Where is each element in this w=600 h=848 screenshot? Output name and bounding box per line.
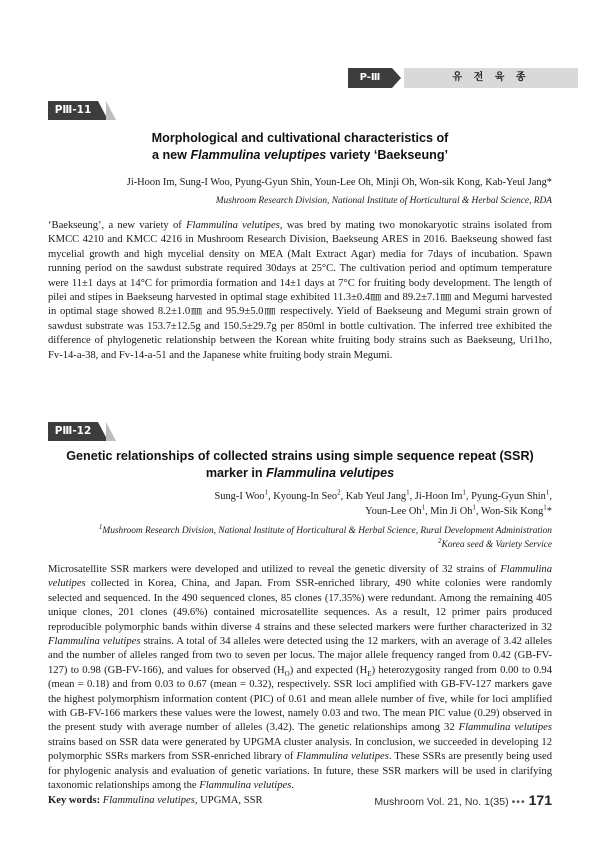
page-footer	[360, 792, 552, 808]
paper-abstract-12: Microsatellite SSR markers were developed and utilized to reveal the genetic diversity of 32 strains of Flammulina velutipes collected in Korea, China, and Japan. From SSR-enriched library, 490 white colonies were randomly selected and sequenced. In the 490 sequenced clones, 85 clones (17.35%) were redundant. Among the remaining 405 unique clones, 201 clones (49.6%) contained microsatellite sequences. As a result, 12 primer pairs produced reproducible polymorphic bands within diverse 4 strains and these selected markers were further characterized in 32 Flammulina velutipes strains. A total of 34 alleles were detected using the 12 markers, with an average of 3.42 alleles and the number of alleles ranged from two to seven per locus. The major allele frequency ranged from 0.42 (GB-FV-127) to 0.98 (GB-FV-166), and values for observed $(H_O)$ and expected $(H_E)$ heterozygosity ranged from 0.00 to 0.94 (mean = 0.18) and from 0.03 to 0.67 (mean = 0.32), respectively. SSR loci amplified with GB-FV-127 markers gave the highest polymorphism information content (PIC) of 0.61 and mean allele number of five, while for loci amplified with GB-FV-166 markers these values were the lowest, namely 0.03 and two. The mean PIC value (0.29) observed in the present study with average number of alleles (3.42). The genetic relationships among 32 Flammulina velutipes strains based on SSR data were generated by UPGMA cluster analysis. In conclusion, we succeeded in developing 12 polymorphic SSRs markers from SSR-enriched library of Flammulina velutipes. These SSRs are presently being used for phylogenic analysis and evaluation of genetic variations. In future, these SSR markers will be used in clarifying taxonomic relationships among the Flammulina velutipes. Key words: Flammulina velutipes, UPGMA, SSR	[48, 563, 552, 808]
section-code: P-Ⅲ	[348, 68, 392, 88]
paper-title-12: Genetic relationships of collected strains using simple sequence repeat (SSR) marker in Flammulina velutipes	[66, 449, 534, 480]
journal-citation: Mushroom Vol. 21, No. 1(35)	[374, 796, 509, 808]
paper-abstract-11: ‘Baekseung’, a new variety of Flammulina velutipes, was bred by mating two monokaryotic strains isolated from KMCC 4210 and KMCC 4216 in Mushroom Research Division, Baekseung ARES in 2016. Baekseung showed fast mycelial growth and high mycelial density on MEA (Malt Extract Agar) media for 7days of incubation. Spawn running period on the sawdust substrate required 30days at 25°C. The cultivation period and optimum temperature were 11±1 days at 14°C for primordia formation and 14±1 days at 7°C for fruiting body development. The length of pilei and stipes in Baekseung harvested in optimal stage exhibited 11.3±0.4㎜ and 89.2±7.1㎜ and Megumi harvested in optimal stage showed 8.2±1.0㎜ and 95.9±5.0㎜ respectively. Yield of Baekseung and Megumi strain grown of sawdust substrate was 153.7±12.5g and 150.5±29.7g per 850ml in bottle cultivation. The inferred tree exhibited the difference of phylogenetic relationship between the Korean white fruiting body strains such as Baekseung, Uri1ho, Fv-14-a-38, and Fv-14-a-51 and the Japanese white fruiting body strain Megumi.	[48, 220, 552, 361]
paper-authors-11: Ji-Hoon Im, Sung-I Woo, Pyung-Gyun Shin, Youn-Lee Oh, Minji Oh, Won-sik Kong, Kab-Yeul Jang*	[126, 177, 552, 188]
section-title: 유 전 육 종	[404, 68, 578, 88]
paper-title-11: Morphological and cultivational characteristics of a new Flammulina veluptipes variety ‘Baekseung’	[151, 131, 449, 162]
paper-affiliation-11: Mushroom Research Division, National Institute of Horticultural & Herbal Science, RDA	[215, 196, 552, 206]
page-number: 171	[528, 792, 552, 808]
footer-dots: •••	[511, 796, 526, 808]
paper-authors-12: Sung-I Woo$^1$, Kyoung-In Seo$^2$, Kab Yeul Jang$^1$, Ji-Hoon Im$^1$, Pyung-Gyun Shin$^1$, Youn-Lee Oh$^1$, Min Ji Oh$^1$, Won-Sik Kong$^1$*	[214, 488, 552, 517]
paper-affiliation-12: $^1$Mushroom Research Division, National Institute of Horticultural & Herbal Science, Rural Development Administration $^2$Korea seed & Variety Service	[98, 522, 552, 550]
running-header	[348, 68, 578, 88]
keywords: Key words: Flammulina velutipes, UPGMA, SSR	[48, 794, 263, 806]
section-arrow	[392, 68, 401, 88]
